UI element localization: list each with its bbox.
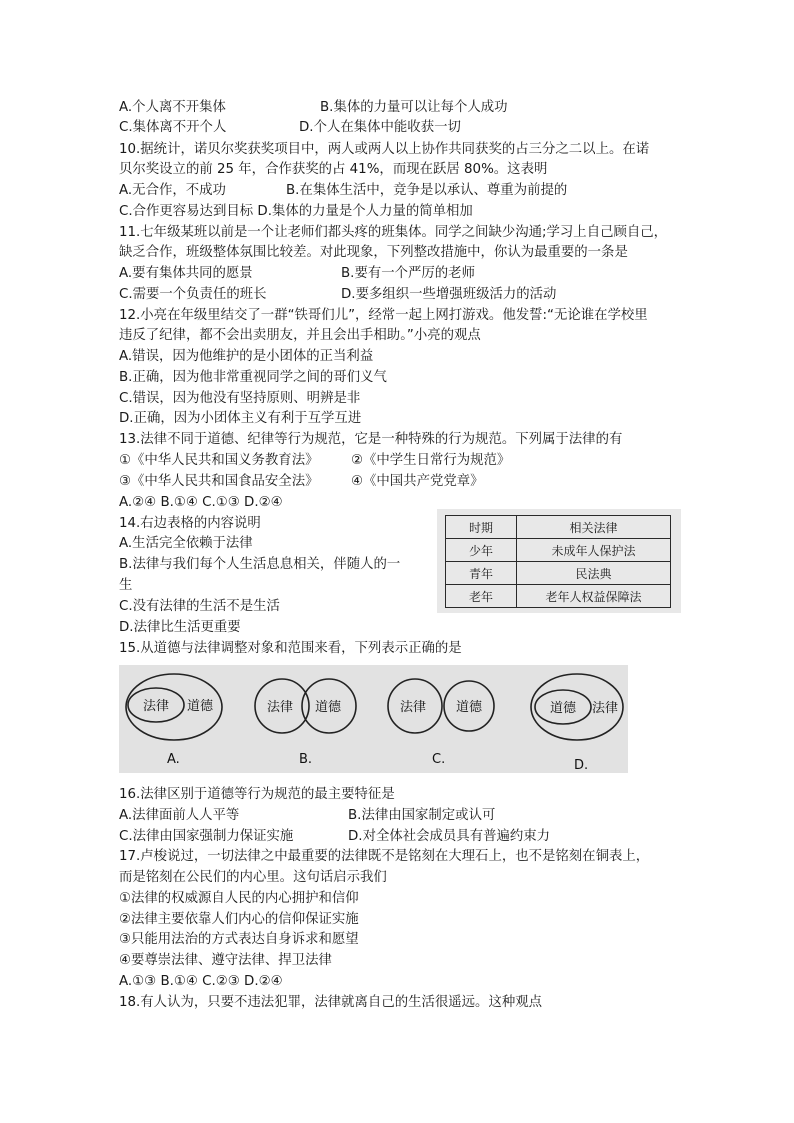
venn-b-option-label: B. [299,752,313,767]
q12-option-a: A.错误，因为他维护的是小团体的正当利益 [119,349,374,364]
q16-stem: 16.法律区别于道德等行为规范的最主要特征是 [119,787,395,802]
q13-stem: 13.法律不同于道德、纪律等行为规范，它是一种特殊的行为规范。下列属于法律的有 [119,432,623,447]
venn-a-law-label: 法律 [143,699,170,714]
q9-option-d: D.个人在集体中能收获一切 [299,120,461,135]
q17-item-1: ①法律的权威源自人民的内心拥护和信仰 [119,891,359,906]
venn-option-b [255,679,356,767]
q13-item-1: ①《中华人民共和国义务教育法》 [119,453,319,468]
q9-option-c: C.集体离不开个人 [119,120,227,135]
q14-option-b-cont: 生 [119,578,133,593]
q10-option-cd: C.合作更容易达到目标 D.集体的力量是个人力量的简单相加 [119,204,473,219]
q11-stem-line1: 11.七年级某班以前是一个让老师们都头疼的班集体。同学之间缺少沟通;学习上自己顾自己， [119,225,668,240]
table-header-row [446,516,671,539]
venn-c-option-label: C. [432,752,446,767]
q10-option-b: B.在集体生活中，竞争是以承认、尊重为前提的 [286,183,568,198]
venn-b-morality-label: 道德 [315,700,342,715]
q18-stem: 18.有人认为，只要不违法犯罪，法律就离自己的生活很遥远。这种观点 [119,995,543,1010]
q14-option-d: D.法律比生活更重要 [119,620,241,635]
q14-option-c: C.没有法律的生活不是生活 [119,599,280,614]
venn-diagrams [119,665,628,773]
q12-stem-line2: 违反了纪律，都不会出卖朋友，并且会出手相助。”小亮的观点 [119,328,481,343]
q13-item-4: ④《中国共产党党章》 [351,474,484,489]
q11-option-a: A.要有集体共同的愿景 [119,266,253,281]
q12-option-d: D.正确，因为小团体主义有利于互学互进 [119,411,362,426]
q16-option-a: A.法律面前人人平等 [119,808,240,823]
q13-item-2: ②《中学生日常行为规范》 [351,453,511,468]
q17-item-2: ②法律主要依靠人们内心的信仰保证实施 [119,912,359,927]
q11-stem-line2: 缺乏合作，班级整体氛围比较差。对此现象，下列整改措施中，你认为最重要的一条是 [119,245,628,260]
q14-option-a: A.生活完全依赖于法律 [119,536,253,551]
table-header-cell: 时期 [446,516,517,539]
q16-option-b: B.法律由国家制定或认可 [348,808,496,823]
table-header-cell: 相关法律 [517,516,671,539]
q10-option-a: A.无合作，不成功 [119,183,226,198]
venn-a-morality-label: 道德 [187,699,214,714]
q16-option-c: C.法律由国家强制力保证实施 [119,829,294,844]
q13-item-3: ③《中华人民共和国食品安全法》 [119,474,319,489]
q14-stem: 14.右边表格的内容说明 [119,516,261,531]
venn-d-option-label: D. [574,758,589,773]
q15-stem: 15.从道德与法律调整对象和范围来看，下列表示正确的是 [119,641,462,656]
q11-option-b: B.要有一个严厉的老师 [341,266,475,281]
venn-option-a [126,674,222,767]
venn-b-law-label: 法律 [267,700,294,715]
q16-option-d: D.对全体社会成员具有普遍约束力 [348,829,551,844]
q11-option-c: C.需要一个负责任的班长 [119,287,267,302]
table-row [446,562,671,585]
venn-diagram-image [119,665,628,773]
table-cell: 老年人权益保障法 [517,585,671,608]
law-table [445,515,671,608]
q13-answers: A.②④ B.①④ C.①③ D.②④ [119,495,283,510]
q17-stem-line1: 17.卢梭说过，一切法律之中最重要的法律既不是铭刻在大理石上，也不是铭刻在铜表上， [119,849,650,864]
venn-c-law-label: 法律 [400,700,427,715]
table-cell: 未成年人保护法 [517,539,671,562]
table-cell: 少年 [446,539,517,562]
table-cell: 民法典 [517,562,671,585]
table-row [446,539,671,562]
table-row [446,585,671,608]
q17-stem-line2: 而是铭刻在公民们的内心里。这句话启示我们 [119,870,387,885]
venn-a-option-label: A. [167,752,180,767]
table-cell: 老年 [446,585,517,608]
venn-d-morality-label: 道德 [550,701,577,716]
table-cell: 青年 [446,562,517,585]
q11-option-d: D.要多组织一些增强班级活力的活动 [341,287,557,302]
q10-stem-line1: 10.据统计，诺贝尔奖获奖项目中，两人或两人以上协作共同获奖的占三分之二以上。在诺 [119,142,650,157]
venn-option-c [388,679,494,767]
venn-d-law-label: 法律 [592,701,619,716]
q10-stem-line2: 贝尔奖设立的前 25 年，合作获奖的占 41%，而现在跃居 80%。这表明 [119,162,548,177]
q17-answers: A.①③ B.①④ C.②③ D.②④ [119,974,283,989]
law-table-image [437,509,681,613]
q14-option-b: B.法律与我们每个人生活息息相关，伴随人的一 [119,557,401,572]
q17-item-3: ③只能用法治的方式表达自身诉求和愿望 [119,932,359,947]
venn-option-d [531,674,623,773]
q12-stem-line1: 12.小亮在年级里结交了一群“铁哥们儿”，经常一起上网打游戏。他发誓:“无论谁在学校里 [119,308,648,323]
q9-option-b: B.集体的力量可以让每个人成功 [320,100,508,115]
q12-option-b: B.正确，因为他非常重视同学之间的哥们义气 [119,370,387,385]
q9-option-a: A.个人离不开集体 [119,100,226,115]
q17-item-4: ④要尊崇法律、遵守法律、捍卫法律 [119,953,332,968]
venn-c-morality-label: 道德 [456,700,483,715]
q12-option-c: C.错误，因为他没有坚持原则、明辨是非 [119,391,361,406]
